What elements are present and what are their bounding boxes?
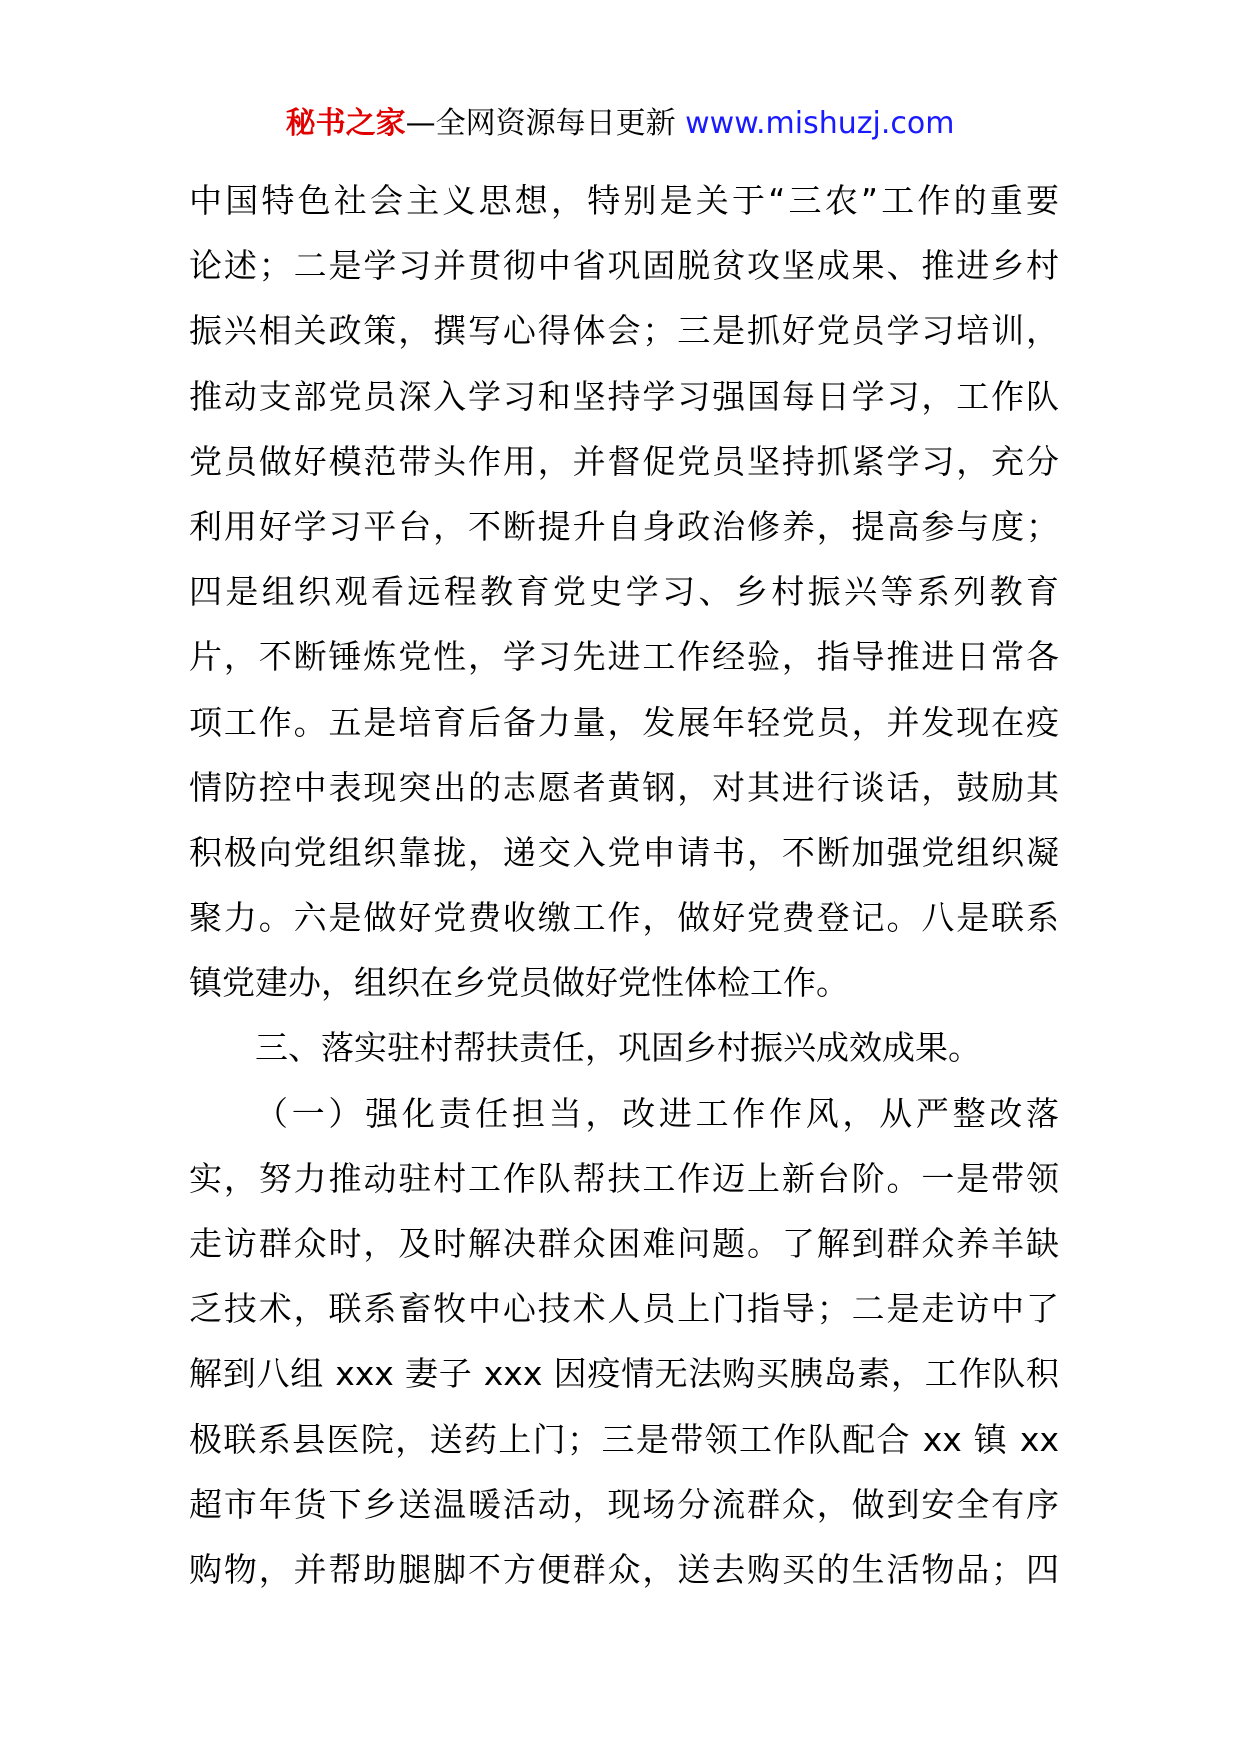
text-line: 积极向党组织靠拢，递交入党申请书，不断加强党组织凝 — [189, 832, 1059, 872]
header-tagline: —全网资源每日更新 — [405, 106, 686, 141]
text-line: 片，不断锤炼党性，学习先进工作经验，指导推进日常各 — [189, 637, 1059, 677]
text-line: 中国特色社会主义思想，特别是关于“三农”工作的重要 — [189, 181, 1059, 220]
text-line: 实，努力推动驻村工作队帮扶工作迈上新台阶。一是带领 — [189, 1158, 1059, 1198]
text-line: 推动支部党员深入学习和坚持学习强国每日学习，工作队 — [189, 376, 1059, 416]
text-line: 党员做好模范带头作用，并督促党员坚持抓紧学习，充分 — [189, 441, 1059, 481]
subsection-heading: （一）强化责任担当，改进工作作风，从严整改落 — [255, 1093, 1059, 1133]
page-header — [0, 104, 1240, 144]
document-body — [189, 168, 1059, 1602]
text-line: 乏技术，联系畜牧中心技术人员上门指导；二是走访中了 — [189, 1289, 1059, 1329]
text-line: 项工作。五是培育后备力量，发展年轻党员，并发现在疫 — [189, 702, 1059, 742]
text-line: 聚力。六是做好党费收缴工作，做好党费登记。八是联系 — [189, 898, 1059, 938]
website-link[interactable]: www.mishuzj.com — [685, 106, 955, 141]
text-line: 四是组织观看远程教育党史学习、乡村振兴等系列教育 — [189, 572, 1059, 612]
section-heading: 三、落实驻村帮扶责任，巩固乡村振兴成效成果。 — [255, 1028, 981, 1068]
text-line: 解到八组 xxx 妻子 xxx 因疫情无法购买胰岛素，工作队积 — [189, 1354, 1059, 1394]
text-line: 极联系县医院，送药上门；三是带领工作队配合 xx 镇 xx — [189, 1419, 1059, 1459]
text-line: 情防控中表现突出的志愿者黄钢，对其进行谈话，鼓励其 — [189, 767, 1059, 807]
text-line: 超市年货下乡送温暖活动，现场分流群众，做到安全有序 — [189, 1484, 1059, 1524]
text-line: 利用好学习平台，不断提升自身政治修养，提高参与度； — [189, 506, 1059, 546]
text-line: 振兴相关政策，撰写心得体会；三是抓好党员学习培训， — [189, 311, 1059, 351]
text-line: 走访群众时，及时解决群众困难问题。了解到群众养羊缺 — [189, 1224, 1059, 1263]
text-line: 购物，并帮助腿脚不方便群众，送去购买的生活物品；四 — [189, 1549, 1059, 1589]
brand-name: 秘书之家 — [285, 106, 406, 141]
text-line: 论述；二是学习并贯彻中省巩固脱贫攻坚成果、推进乡村 — [189, 246, 1059, 286]
text-line: 镇党建办，组织在乡党员做好党性体检工作。 — [189, 963, 849, 1003]
